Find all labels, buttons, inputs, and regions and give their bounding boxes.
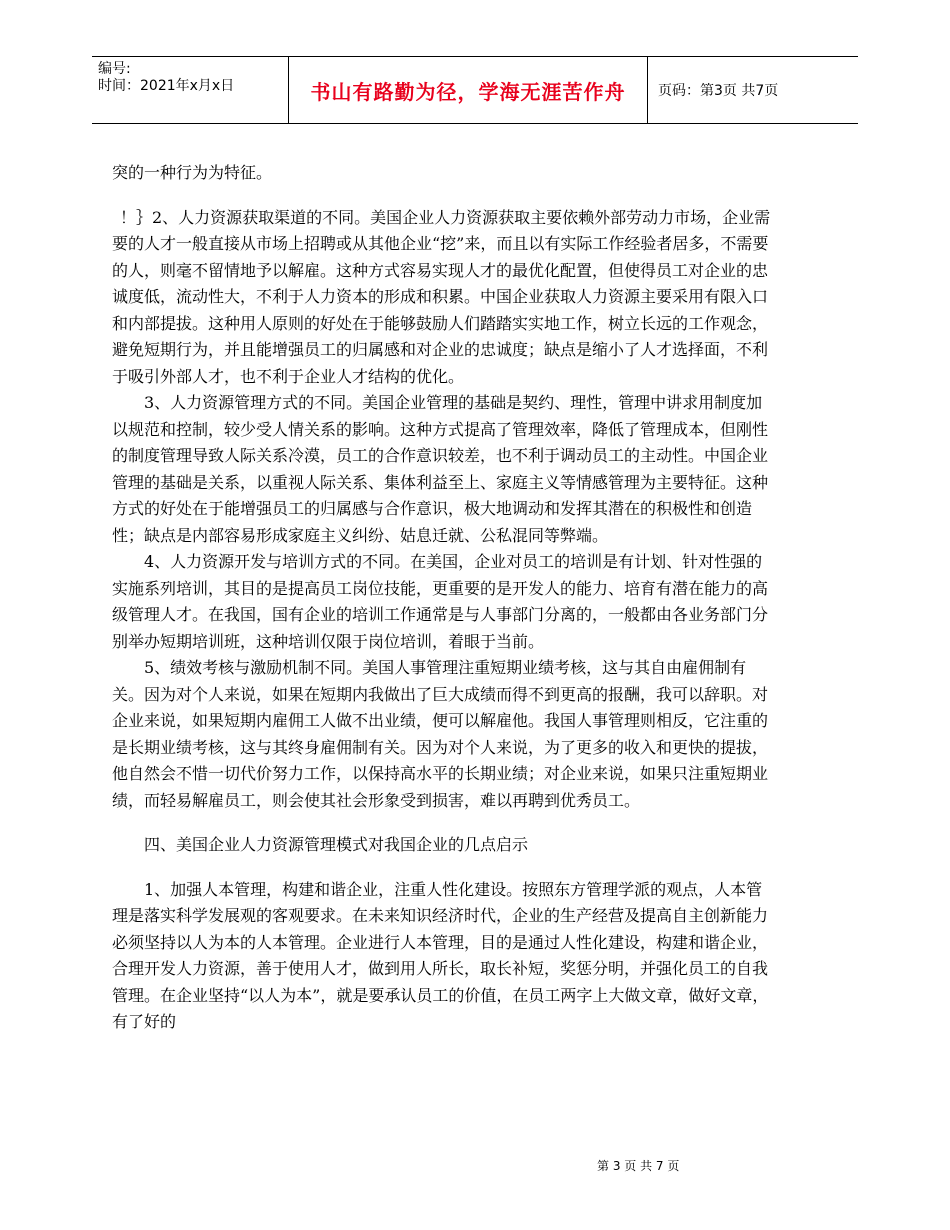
paragraph-recruitment-channels: ！｝2、人力资源获取渠道的不同。美国企业人力资源获取主要依赖外部劳动力市场，企业需要的人才一般直接从市场上招聘或从其他企业“挖”来，而且以有实际工作经验者居多，不需要的人，则毫不留情地予以解雇。这种方式容易实现人才的最优化配置，但使得员工对企业的忠诚度低，流动性大，不利于人力资本的形成和积累。中国企业获取人力资源主要采用有限入口和内部提拔。这种用人原则的好处在于能够鼓励人们踏踏实实地工作，树立长远的工作观念，避免短期行为，并且能增强员工的归属感和对企业的忠诚度；缺点是缩小了人才选择面，不利于吸引外部人才，也不利于企业人才结构的优化。 <box>112 207 771 386</box>
page-footer: 第 3 页 共 7 页 <box>597 1159 680 1173</box>
header-meta <box>98 61 282 95</box>
document-time-label: 时间：2021年x月x日 <box>98 78 235 94</box>
document-number-label: 编号: <box>98 61 131 77</box>
page-header <box>92 56 858 124</box>
paragraph-performance-incentives: 5、绩效考核与激励机制不同。美国人事管理注重短期业绩考核，这与其自由雇佣制有关。因为对个人来说，如果在短期内我做出了巨大成绩而得不到更高的报酬，我可以辞职。对企业来说，如果短期内雇佣工人做不出业绩，便可以解雇他。我国人事管理则相反，它注重的是长期业绩考核，这与其终身雇佣制有关。因为对个人来说，为了更多的收入和更快的提拔，他自然会不惜一切代价努力工作，以保持高水平的长期业绩；对企业来说，如果只注重短期业绩，而轻易解雇员工，则会使其社会形象受到损害，难以再聘到优秀员工。 <box>112 658 769 810</box>
paragraph-training: 4、人力资源开发与培训方式的不同。在美国，企业对员工的培训是有计划、针对性强的实施系列培训，其目的是提高员工岗位技能，更重要的是开发人的能力、培育有潜在能力的高级管理人才。在我国，国有企业的培训工作通常是与人事部门分离的，一般都由各业务部门分别举办短期培训班，这种培训仅限于岗位培训，着眼于当前。 <box>112 552 769 651</box>
header-page-info: 页码：第3页 共7页 <box>658 83 779 99</box>
paragraph-continuation: 突的一种行为为特征。 <box>112 163 273 182</box>
document-body <box>112 160 772 1036</box>
paragraph-management-style: 3、人力资源管理方式的不同。美国企业管理的基础是契约、理性，管理中讲求用制度加以规范和控制，较少受人情关系的影响。这种方式提高了管理效率，降低了管理成本，但刚性的制度管理导致人际关系冷漠，员工的合作意识较差，也不利于调动员工的主动性。中国企业管理的基础是关系，以重视人际关系、集体利益至上、家庭主义等情感管理为主要特征。这种方式的好处在于能增强员工的归属感与合作意识，极大地调动和发挥其潜在的积极性和创造性；缺点是内部容易形成家庭主义纠纷、姑息迁就、公私混同等弊端。 <box>112 393 769 545</box>
header-motto: 书山有路勤为径，学海无涯苦作舟 <box>288 57 648 123</box>
paragraph-people-oriented: 1、加强人本管理，构建和谐企业，注重人性化建设。按照东方管理学派的观点，人本管理是落实科学发展观的客观要求。在未来知识经济时代，企业的生产经营及提高自主创新能力必须坚持以人为本的人本管理。企业进行人本管理，目的是通过人性化建设，构建和谐企业，合理开发人力资源，善于使用人才，做到用人所长，取长补短，奖惩分明，并强化员工的自我管理。在企业坚持“以人为本”，就是要承认员工的价值，在员工两字上大做文章，做好文章，有了好的 <box>112 879 769 1031</box>
section-heading-implications: 四、美国企业人力资源管理模式对我国企业的几点启示 <box>144 835 529 854</box>
